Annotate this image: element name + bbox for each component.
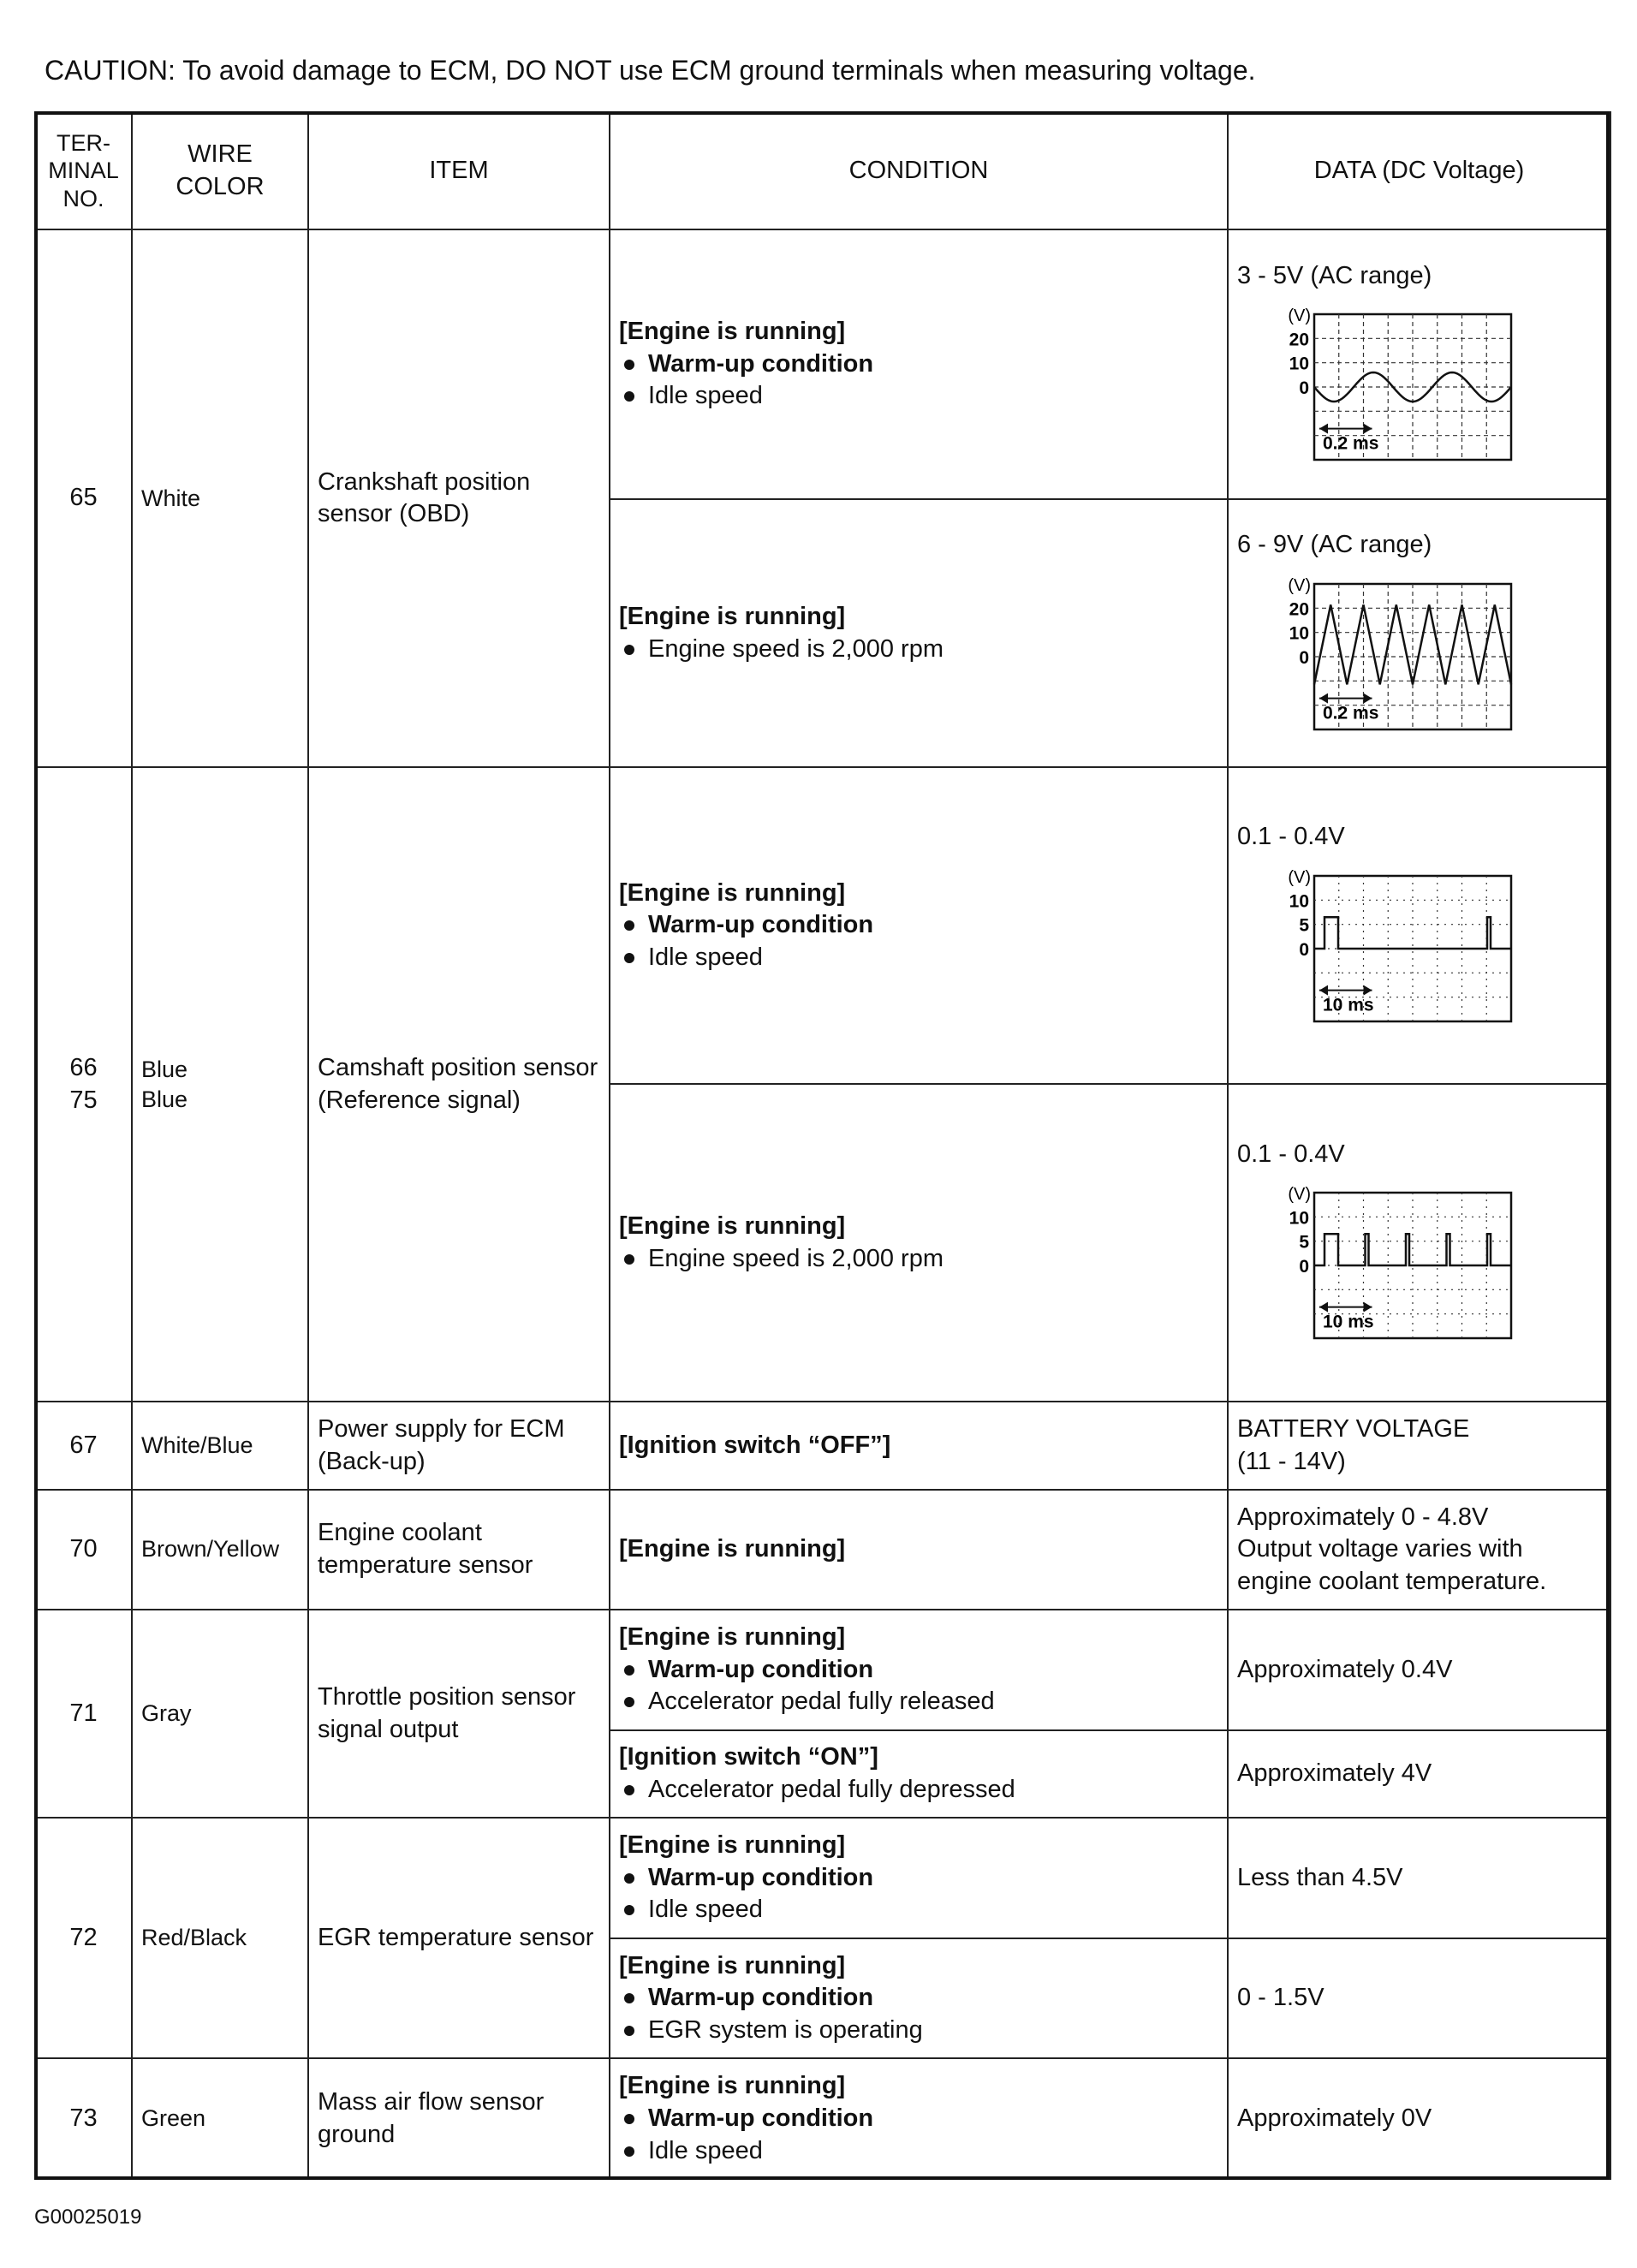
scope-tick-label: 10 — [1289, 354, 1309, 375]
scope-tick-label: 20 — [1289, 330, 1309, 350]
item-cell: Crankshaft position sensor (OBD) — [308, 229, 610, 767]
text-line: Gray — [141, 1700, 192, 1727]
scope-tick-label: 0 — [1299, 378, 1309, 399]
condition-title: [Engine is running] — [619, 1211, 846, 1240]
condition-bullet: Idle speed — [619, 2135, 1218, 2168]
condition-title: [Engine is running] — [619, 1951, 846, 1979]
scope-unit-label: (V) — [1288, 307, 1311, 326]
header-data: DATA (DC Voltage) — [1228, 112, 1610, 229]
condition-bullet: Warm-up condition — [619, 1982, 1218, 2015]
scope-tick-label: 5 — [1299, 915, 1309, 936]
item-cell: EGR temperature sensor — [308, 1818, 610, 2058]
text-line: Blue — [141, 1086, 188, 1112]
text-line: 0.1 - 0.4V — [1237, 823, 1345, 851]
text-line: White/Blue — [141, 1432, 253, 1459]
text-line: 70 — [69, 1535, 98, 1563]
scope-tick-label: 0 — [1299, 647, 1309, 668]
condition-title: [Engine is running] — [619, 1623, 846, 1652]
condition-bullet: Engine speed is 2,000 rpm — [619, 1243, 1218, 1276]
scope-tick-label: 0 — [1299, 1257, 1309, 1277]
condition-title: [Engine is running] — [619, 1535, 846, 1563]
condition-title: [Engine is running] — [619, 318, 846, 346]
condition-bullet: Idle speed — [619, 380, 1218, 413]
scope-unit-label: (V) — [1288, 1185, 1311, 1205]
table-frame — [34, 111, 1610, 2180]
scope-tick-label: 20 — [1289, 599, 1309, 620]
condition-title: [Ignition switch “ON”] — [619, 1743, 878, 1771]
condition-bullet: Idle speed — [619, 942, 1218, 974]
header-condition: CONDITION — [610, 112, 1228, 229]
text-line: Brown/Yellow — [141, 1536, 280, 1563]
scope-tick-label: 10 — [1289, 623, 1309, 644]
text-line: 67 — [69, 1431, 98, 1459]
condition-bullet: Idle speed — [619, 1894, 1218, 1926]
text-line: 65 — [69, 484, 98, 512]
header-item: ITEM — [308, 112, 610, 229]
text-line: Output voltage varies with engine coolant temperature. — [1237, 1535, 1547, 1595]
caution-note: CAUTION: To avoid damage to ECM, DO NOT use ECM ground terminals when measuring voltage. — [45, 55, 1256, 86]
text-line: Approximately 4V — [1237, 1759, 1432, 1788]
text-line: 75 — [69, 1086, 98, 1114]
condition-bullet: Warm-up condition — [619, 1654, 1218, 1687]
condition-bullet: Warm-up condition — [619, 2103, 1218, 2135]
header-terminal-no: TER- MINAL NO. — [35, 112, 132, 229]
condition-bullet: Accelerator pedal fully depressed — [619, 1774, 1218, 1807]
scope-tick-label: 5 — [1299, 1233, 1309, 1253]
scope-time-label: 10 ms — [1323, 995, 1374, 1015]
text-line: 73 — [69, 2104, 98, 2132]
text-line: (11 - 14V) — [1237, 1447, 1346, 1475]
text-line: Approximately 0V — [1237, 2104, 1432, 2132]
item-cell: Engine coolant temperature sensor — [308, 1490, 610, 1610]
scope-time-label: 0.2 ms — [1323, 703, 1379, 723]
text-line: 66 — [69, 1054, 98, 1082]
condition-bullet: Warm-up condition — [619, 348, 1218, 381]
text-line: BATTERY VOLTAGE — [1237, 1414, 1470, 1443]
item-cell: Camshaft position sensor (Reference signal) — [308, 767, 610, 1402]
text-line: Green — [141, 2105, 206, 2132]
condition-bullet: Warm-up condition — [619, 909, 1218, 942]
text-line: White — [141, 485, 201, 511]
text-line: 0 - 1.5V — [1237, 1984, 1324, 2012]
condition-bullet: Warm-up condition — [619, 1862, 1218, 1895]
item-cell: Power supply for ECM (Back-up) — [308, 1402, 610, 1489]
text-line: 3 - 5V (AC range) — [1237, 261, 1432, 289]
scope-time-label: 0.2 ms — [1323, 434, 1379, 455]
text-line: Red/Black — [141, 1925, 247, 1951]
condition-bullet: EGR system is operating — [619, 2015, 1218, 2047]
condition-bullet: Engine speed is 2,000 rpm — [619, 634, 1218, 666]
text-line: 0.1 - 0.4V — [1237, 1140, 1345, 1168]
text-line: 72 — [69, 1923, 98, 1951]
text-line: 71 — [69, 1699, 98, 1727]
document-id: G00025019 — [34, 2205, 142, 2229]
text-line: Less than 4.5V — [1237, 1863, 1403, 1891]
condition-title: [Engine is running] — [619, 1830, 846, 1859]
text-line: Approximately 0.4V — [1237, 1655, 1453, 1683]
item-cell: Throttle position sensor signal output — [308, 1610, 610, 1818]
scope-unit-label: (V) — [1288, 575, 1311, 595]
scope-tick-label: 0 — [1299, 940, 1309, 961]
condition-title: [Engine is running] — [619, 878, 846, 907]
scope-tick-label: 10 — [1289, 891, 1309, 912]
header-wire-color: WIRE COLOR — [132, 112, 308, 229]
text-line: Approximately 0 - 4.8V — [1237, 1503, 1489, 1531]
condition-title: [Ignition switch “OFF”] — [619, 1431, 891, 1459]
item-cell: Mass air flow sensor ground — [308, 2058, 610, 2179]
text-line: Blue — [141, 1056, 188, 1082]
condition-title: [Engine is running] — [619, 603, 846, 631]
condition-title: [Engine is running] — [619, 2072, 846, 2100]
scope-time-label: 10 ms — [1323, 1313, 1374, 1333]
condition-bullet: Accelerator pedal fully released — [619, 1686, 1218, 1718]
scope-unit-label: (V) — [1288, 868, 1311, 888]
text-line: 6 - 9V (AC range) — [1237, 531, 1432, 558]
scope-tick-label: 10 — [1289, 1208, 1309, 1229]
